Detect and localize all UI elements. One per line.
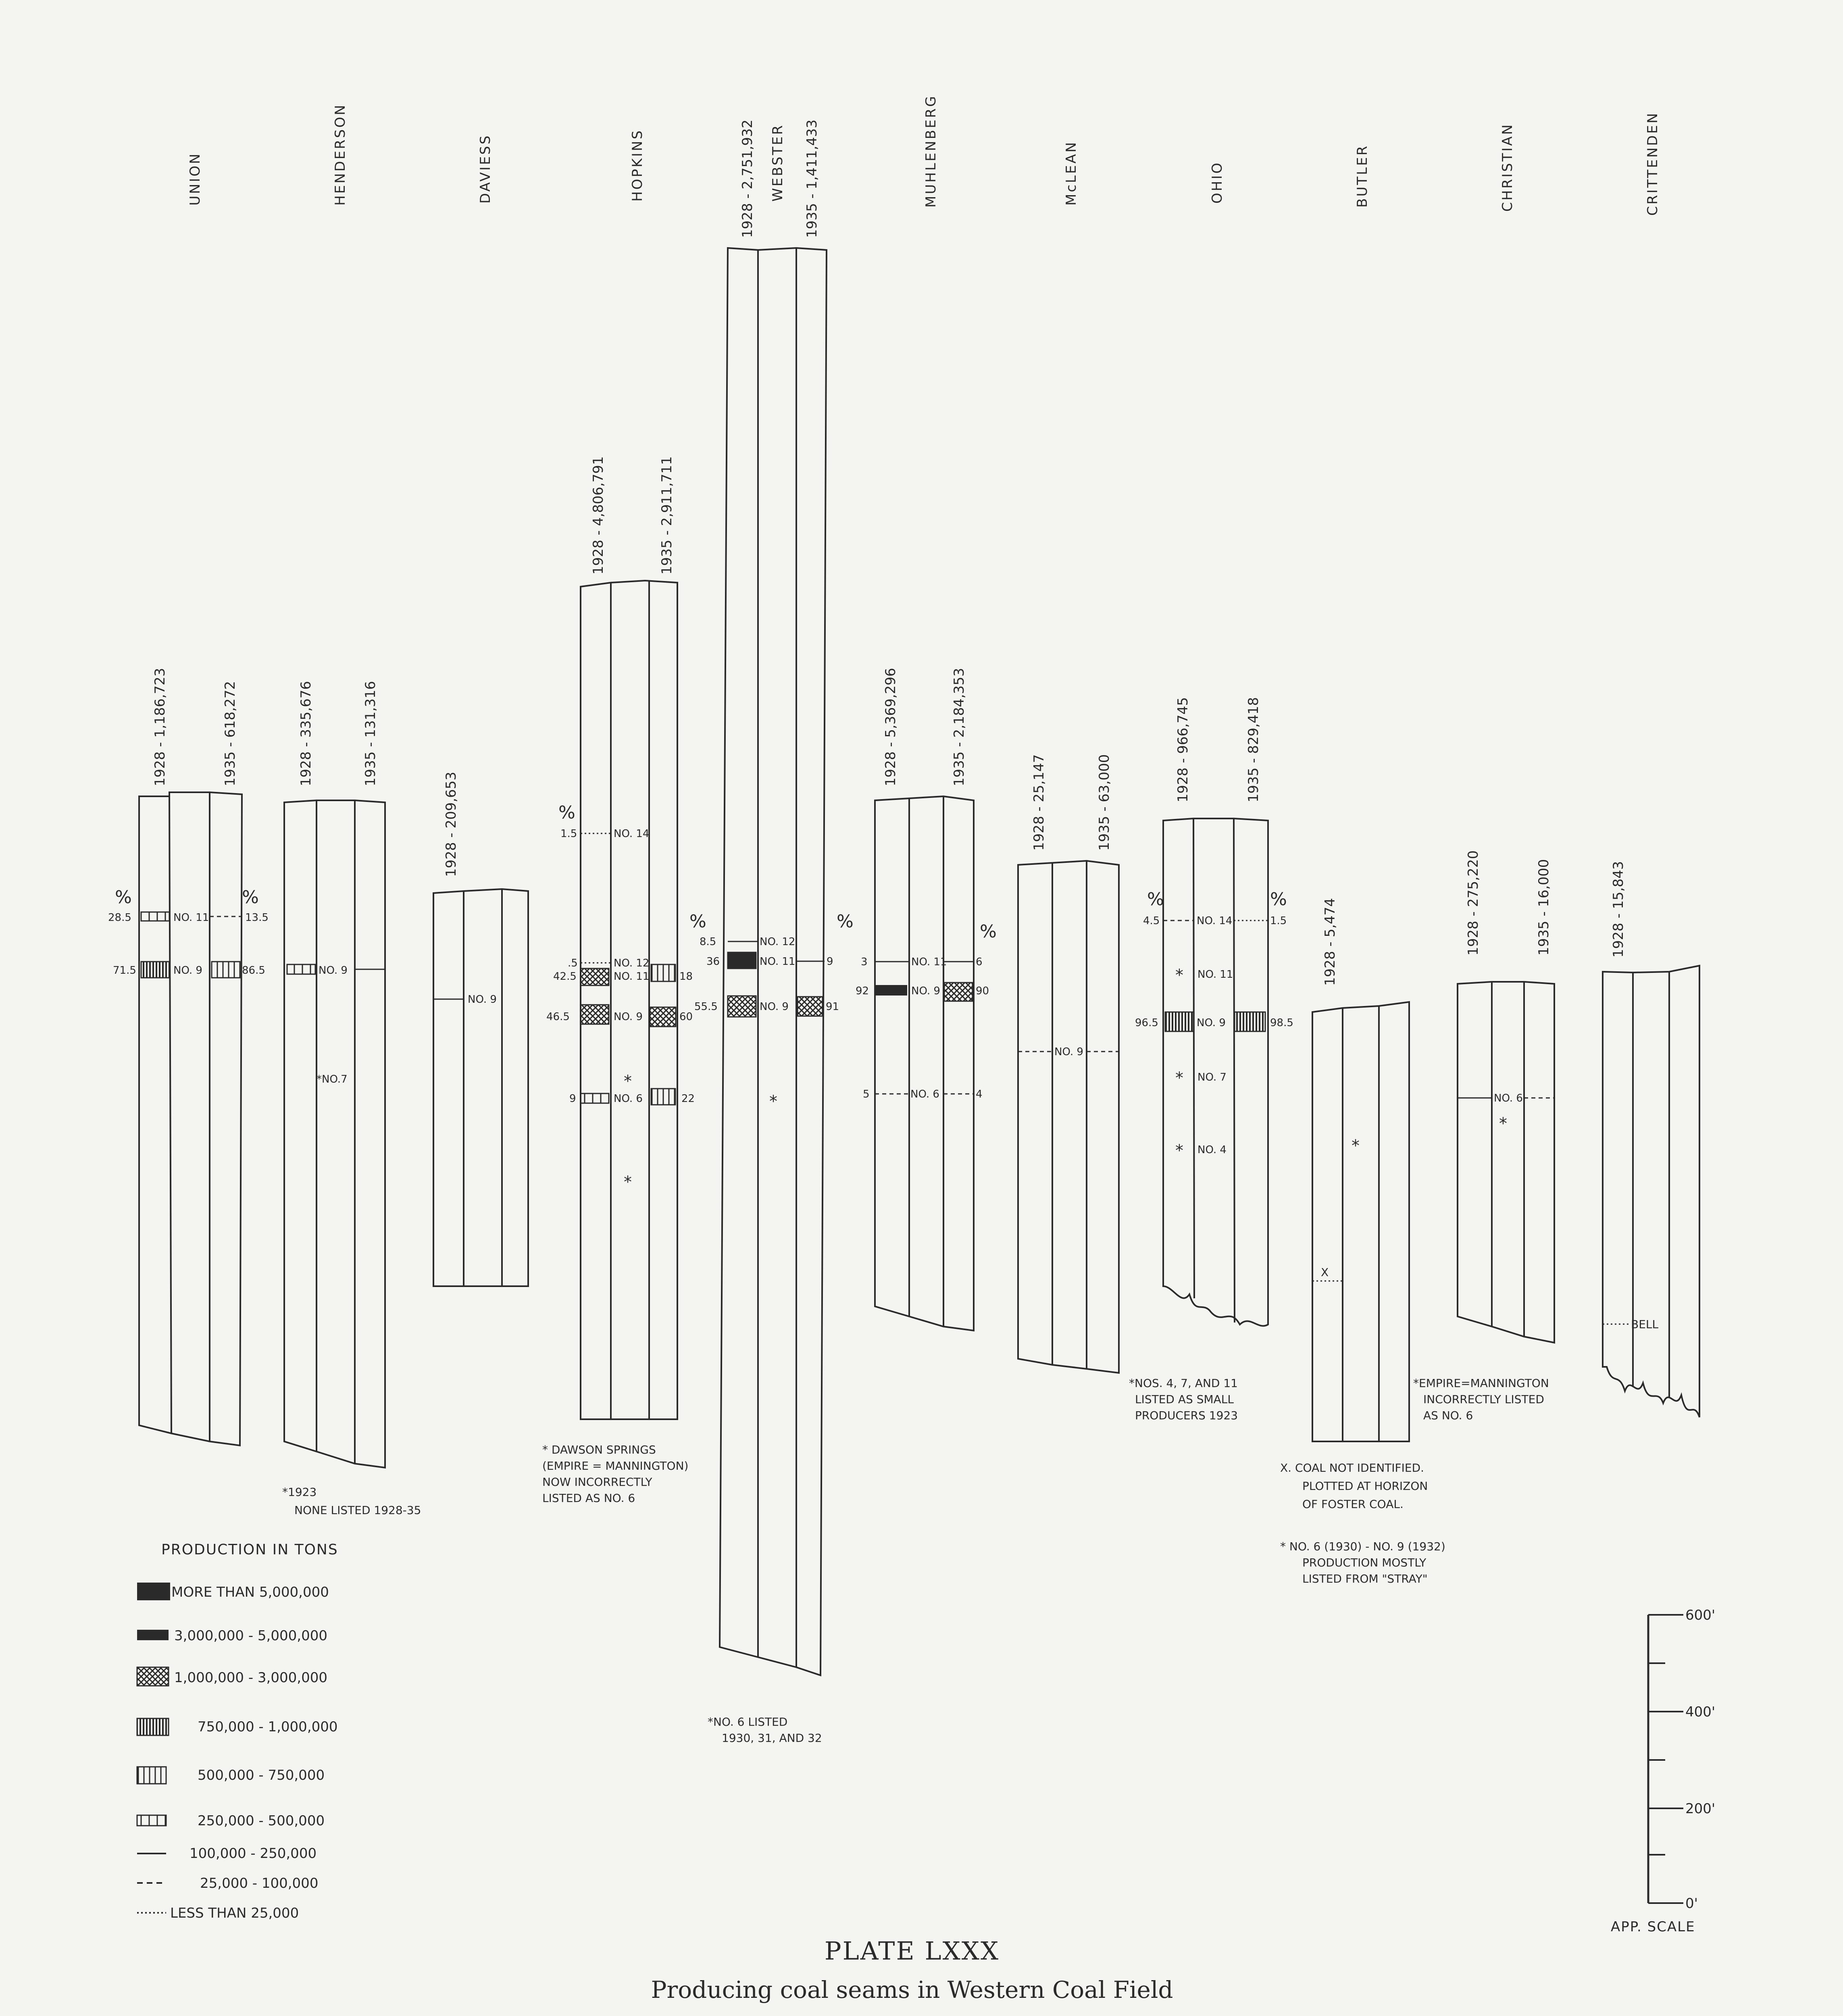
- seam-left-pct: 5: [863, 1088, 870, 1100]
- column-outline: [433, 889, 528, 1286]
- county-name: DAVIESS: [477, 134, 494, 204]
- county-note: *1923: [282, 1485, 317, 1499]
- legend-swatch-crosshatch: [137, 1667, 169, 1686]
- county-name: MUHLENBERG: [923, 94, 939, 208]
- seam-left-pct: 36: [706, 956, 720, 968]
- county-note: LISTED FROM "STRAY": [1302, 1572, 1428, 1585]
- seam-right-pct: 18: [679, 971, 693, 983]
- seam-label: NO. 14: [614, 828, 650, 840]
- legend-item: [137, 1905, 299, 1921]
- legend-item: [137, 1813, 325, 1829]
- seam-right-pct: 22: [681, 1093, 695, 1105]
- county-mclean: [1018, 141, 1119, 1373]
- county-note: PRODUCTION MOSTLY: [1302, 1556, 1427, 1569]
- county-note: INCORRECTLY LISTED: [1423, 1393, 1544, 1406]
- seam-right-pct: 91: [826, 1001, 839, 1013]
- column-1928-label: 1928 - 25,147: [1031, 754, 1047, 851]
- county-ohio: [1129, 161, 1293, 1422]
- column-1928-label: 1928 - 5,369,296: [883, 668, 899, 786]
- seam-label: NO. 4: [1197, 1144, 1227, 1156]
- seam-right-pct: 6: [976, 956, 983, 968]
- county-muhlenberg: [837, 95, 997, 1331]
- seam-left-pct: 42.5: [553, 971, 577, 983]
- column-1935-label: 1935 - 16,000: [1536, 859, 1552, 956]
- column-outline: [1312, 1002, 1409, 1441]
- column-outline: [1603, 966, 1699, 1417]
- plate-title: PLATE LXXX: [824, 1936, 1000, 1966]
- seam-label: NO. 11: [911, 956, 947, 968]
- legend-swatch-solid-thin: [137, 1630, 169, 1640]
- legend-title: PRODUCTION IN TONS: [161, 1541, 338, 1558]
- column-1935-label: 1935 - 2,184,353: [951, 668, 967, 786]
- county-union: [108, 152, 269, 1445]
- county-note: PLOTTED AT HORIZON: [1302, 1479, 1428, 1493]
- seam-left-pct: 3: [861, 956, 868, 968]
- seam-label: NO. 6: [614, 1093, 643, 1105]
- marker-pct-left: %: [1147, 889, 1164, 910]
- legend-label: 3,000,000 - 5,000,000: [174, 1628, 327, 1644]
- seam-label: NO. 9: [614, 1011, 643, 1023]
- county-note: NOW INCORRECTLY: [542, 1475, 652, 1489]
- county-name: OHIO: [1209, 161, 1225, 204]
- marker-pct-left: %: [689, 911, 706, 932]
- county-note: *NOS. 4, 7, AND 11: [1129, 1377, 1238, 1390]
- seam-label: NO. 9: [468, 993, 497, 1006]
- scale-tick-label: 200': [1685, 1801, 1716, 1817]
- county-webster: [689, 120, 839, 1745]
- seam-label: NO. 11: [1197, 968, 1233, 981]
- seam-label: NO. 12: [614, 957, 650, 969]
- seam-left-pct: 4.5: [1143, 915, 1160, 927]
- seam-right-pct: 98.5: [1270, 1017, 1293, 1029]
- county-note: NONE LISTED 1928-35: [294, 1504, 421, 1517]
- scale-bar: [1611, 1607, 1715, 1935]
- column-outline: [581, 581, 677, 1419]
- asterisk-mark: *: [624, 1072, 632, 1091]
- legend-item: [137, 1875, 318, 1891]
- asterisk-mark: *: [1352, 1137, 1360, 1155]
- marker-pct-right: %: [242, 887, 259, 908]
- seam-label: *NO.7: [317, 1073, 348, 1085]
- seam-left-pct: 9: [569, 1093, 576, 1105]
- seam-label: NO. 14: [1197, 915, 1233, 927]
- marker-pct-left: %: [837, 911, 854, 932]
- seam-left-pct: 96.5: [1135, 1017, 1158, 1029]
- county-henderson: [282, 103, 421, 1517]
- scale-tick-label: 400': [1685, 1704, 1716, 1720]
- column-1928-label: 1928 - 209,653: [443, 771, 459, 877]
- legend-label: MORE THAN 5,000,000: [171, 1584, 329, 1600]
- column-1935-label: 1935 - 829,418: [1245, 697, 1262, 802]
- county-name: HOPKINS: [629, 129, 646, 202]
- column-outline: [284, 800, 385, 1468]
- county-name: CHRISTIAN: [1499, 123, 1516, 212]
- seam-right-pct: 1.5: [1270, 915, 1287, 927]
- legend-item: [137, 1767, 325, 1784]
- legend-item: [137, 1667, 327, 1686]
- seam-label: NO. 6: [1494, 1092, 1523, 1104]
- seam-left-pct: 28.5: [108, 912, 131, 924]
- scale-tick-label: 600': [1685, 1607, 1716, 1623]
- seam-label: NO. 11: [173, 912, 209, 924]
- column-1928-label: 1928 - 335,676: [298, 681, 314, 786]
- legend-label: 25,000 - 100,000: [200, 1875, 319, 1891]
- county-note: *EMPIRE=MANNINGTON: [1413, 1377, 1549, 1390]
- column-1928-label: 1928 - 15,843: [1610, 861, 1626, 958]
- column-outline: [1458, 982, 1554, 1343]
- seam-label: NO. 9: [760, 1001, 789, 1013]
- seam-right-pct: 60: [679, 1011, 693, 1023]
- seam-label: NO. 9: [173, 964, 202, 977]
- seam-label: NO. 12: [760, 936, 796, 948]
- seam-label: X: [1321, 1266, 1329, 1279]
- county-name: UNION: [187, 152, 203, 206]
- asterisk-mark: *: [1175, 1069, 1183, 1087]
- seam-left-pct: 71.5: [113, 964, 136, 977]
- legend-swatch-solid: [137, 1583, 170, 1600]
- legend-item: [137, 1718, 338, 1735]
- seam-left-pct: .5: [568, 957, 578, 969]
- county-name: CRITTENDEN: [1645, 111, 1661, 216]
- legend-swatch-dense-vertical: [137, 1718, 169, 1735]
- county-note: X. COAL NOT IDENTIFIED.: [1280, 1461, 1424, 1475]
- column-1928-label: 1928 - 2,751,932: [739, 119, 756, 238]
- column-1928-label: 1928 - 275,220: [1465, 850, 1481, 956]
- county-name: McLEAN: [1063, 140, 1079, 206]
- column-1935-label: 1935 - 131,316: [362, 681, 379, 786]
- county-butler: [1280, 144, 1445, 1585]
- seam-left-pct: 55.5: [694, 1001, 718, 1013]
- legend-swatch-sparse-vertical: [137, 1815, 166, 1826]
- seam-left-pct: 1.5: [560, 828, 577, 840]
- seam-label: BELL: [1631, 1318, 1659, 1331]
- legend-label: 1,000,000 - 3,000,000: [174, 1670, 327, 1686]
- column-1928-label: 1928 - 4,806,791: [590, 456, 606, 575]
- legend-item: [137, 1845, 317, 1862]
- county-note: LISTED AS NO. 6: [542, 1491, 635, 1505]
- county-note: LISTED AS SMALL: [1135, 1393, 1234, 1406]
- seam-label: NO. 11: [760, 956, 796, 968]
- seam-label: NO. 6: [910, 1088, 939, 1100]
- county-name: HENDERSON: [332, 103, 348, 206]
- asterisk-mark: *: [1175, 966, 1183, 985]
- county-note: AS NO. 6: [1423, 1409, 1473, 1422]
- column-1935-label: 1935 - 1,411,433: [804, 119, 820, 238]
- marker-pct-right: %: [1270, 889, 1287, 910]
- seam-label: NO. 9: [1197, 1017, 1226, 1029]
- seam-right-pct: 13.5: [245, 912, 269, 924]
- column-1935-label: 1935 - 618,272: [222, 681, 238, 786]
- legend-item: [137, 1628, 327, 1644]
- column-outline: [1018, 861, 1119, 1373]
- seam-label: NO. 9: [911, 985, 940, 997]
- legend-label: 250,000 - 500,000: [198, 1813, 325, 1829]
- seam-label: NO. 9: [1054, 1046, 1083, 1058]
- column-outline: [139, 792, 242, 1445]
- county-note: *NO. 6 LISTED: [708, 1715, 788, 1729]
- scale-caption: APP. SCALE: [1611, 1919, 1695, 1935]
- legend: [137, 1541, 338, 1921]
- asterisk-mark: *: [1499, 1114, 1507, 1133]
- column-1928-label: 1928 - 5,474: [1322, 898, 1338, 986]
- county-note: * DAWSON SPRINGS: [542, 1443, 656, 1456]
- column-1935-label: 1935 - 63,000: [1096, 754, 1112, 851]
- seam-left-pct: 46.5: [546, 1011, 570, 1023]
- seam-right-pct: 86.5: [242, 964, 265, 977]
- seam-left-pct: 92: [856, 985, 869, 997]
- county-crittenden: [1603, 112, 1699, 1417]
- asterisk-mark: *: [769, 1092, 777, 1111]
- legend-label: 100,000 - 250,000: [190, 1845, 317, 1862]
- county-note: PRODUCERS 1923: [1135, 1409, 1238, 1422]
- plate-subtitle: Producing coal seams in Western Coal Field: [651, 1976, 1173, 2004]
- seam-right-pct: 90: [976, 985, 989, 997]
- seam-right-pct: 9: [827, 956, 833, 968]
- county-daviess: [433, 134, 528, 1286]
- asterisk-mark: *: [1175, 1141, 1183, 1160]
- column-1928-label: 1928 - 1,186,723: [152, 668, 168, 786]
- county-note: OF FOSTER COAL.: [1302, 1497, 1404, 1511]
- county-note: 1930, 31, AND 32: [722, 1731, 822, 1745]
- legend-label: LESS THAN 25,000: [170, 1905, 299, 1921]
- county-hopkins: [542, 129, 695, 1505]
- county-name: BUTLER: [1354, 144, 1370, 208]
- scale-tick-label: 0': [1685, 1895, 1698, 1912]
- column-1928-label: 1928 - 966,745: [1175, 697, 1191, 802]
- marker-pct-left: %: [115, 887, 132, 908]
- marker-pct-right: %: [980, 921, 997, 942]
- county-note: * NO. 6 (1930) - NO. 9 (1932): [1280, 1540, 1445, 1553]
- legend-item: [137, 1583, 329, 1600]
- seam-label: NO. 9: [319, 964, 348, 977]
- legend-label: 750,000 - 1,000,000: [198, 1719, 338, 1735]
- seam-left-pct: 8.5: [700, 936, 716, 948]
- seam-right-pct: 4: [976, 1088, 983, 1100]
- column-1935-label: 1935 - 2,911,711: [659, 456, 675, 575]
- column-outline: [875, 796, 974, 1331]
- seam-label: NO. 7: [1197, 1071, 1227, 1083]
- county-name: WEBSTER: [770, 123, 786, 202]
- marker-pct-left: %: [558, 802, 575, 823]
- seam-label: NO. 11: [614, 971, 650, 983]
- county-christian: [1413, 123, 1554, 1422]
- asterisk-mark: *: [624, 1173, 632, 1191]
- county-note: (EMPIRE = MANNINGTON): [542, 1459, 689, 1472]
- legend-swatch-vertical: [137, 1767, 166, 1784]
- legend-label: 500,000 - 750,000: [198, 1767, 325, 1783]
